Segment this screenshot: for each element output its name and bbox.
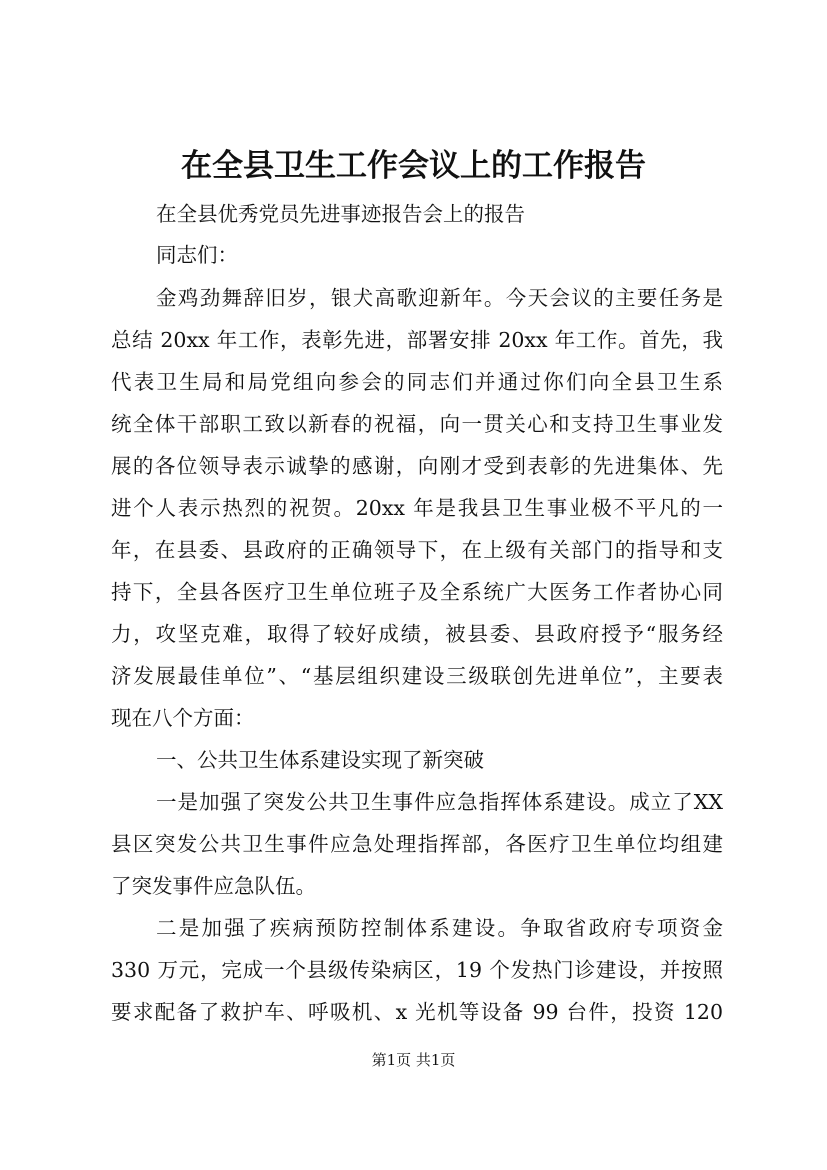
paragraph-line: 330 万元，完成一个县级传染病区，19 个发热门诊建设，并按照 (111, 958, 723, 982)
document-title: 在全县卫生工作会议上的工作报告 (181, 148, 646, 184)
paragraph-line: 现在八个方面： (111, 706, 255, 730)
paragraph-line: 代表卫生局和局党组向参会的同志们并通过你们向全县卫生系 (111, 370, 723, 394)
paragraph-line: 持下，全县各医疗卫生单位班子及全系统广大医务工作者协心同 (111, 580, 723, 604)
paragraph-line: 进个人表示热烈的祝贺。20xx 年是我县卫生事业极不平凡的一 (111, 496, 723, 520)
section-heading: 一、公共卫生体系建设实现了新突破 (156, 748, 484, 772)
paragraph-line: 金鸡劲舞辞旧岁，银犬高歌迎新年。今天会议的主要任务是 (156, 286, 723, 310)
paragraph-line: 了突发事件应急队伍。 (111, 874, 316, 898)
paragraph-line: 年，在县委、县政府的正确领导下，在上级有关部门的指导和支 (111, 538, 723, 562)
paragraph-line: 一是加强了突发公共卫生事件应急指挥体系建设。成立了XX (156, 790, 723, 814)
paragraph-line: 济发展最佳单位”、“基层组织建设三级联创先进单位”，主要表 (111, 664, 723, 688)
salutation: 同志们： (156, 243, 238, 267)
paragraph-line: 统全体干部职工致以新春的祝福，向一贯关心和支持卫生事业发 (111, 412, 723, 436)
document-subtitle: 在全县优秀党员先进事迹报告会上的报告 (156, 202, 525, 226)
paragraph-line: 要求配备了救护车、呼吸机、x 光机等设备 99 台件，投资 120 (111, 1000, 723, 1024)
paragraph-line: 总结 20xx 年工作，表彰先进，部署安排 20xx 年工作。首先，我 (111, 328, 723, 352)
paragraph-line: 力，攻坚克难，取得了较好成绩，被县委、县政府授予“服务经 (111, 622, 723, 646)
paragraph-line: 县区突发公共卫生事件应急处理指挥部，各医疗卫生单位均组建 (111, 832, 723, 856)
paragraph-line: 二是加强了疾病预防控制体系建设。争取省政府专项资金 (156, 916, 723, 940)
page-footer: 第1页 共1页 (371, 1051, 456, 1069)
paragraph-line: 展的各位领导表示诚挚的感谢，向刚才受到表彰的先进集体、先 (111, 454, 723, 478)
